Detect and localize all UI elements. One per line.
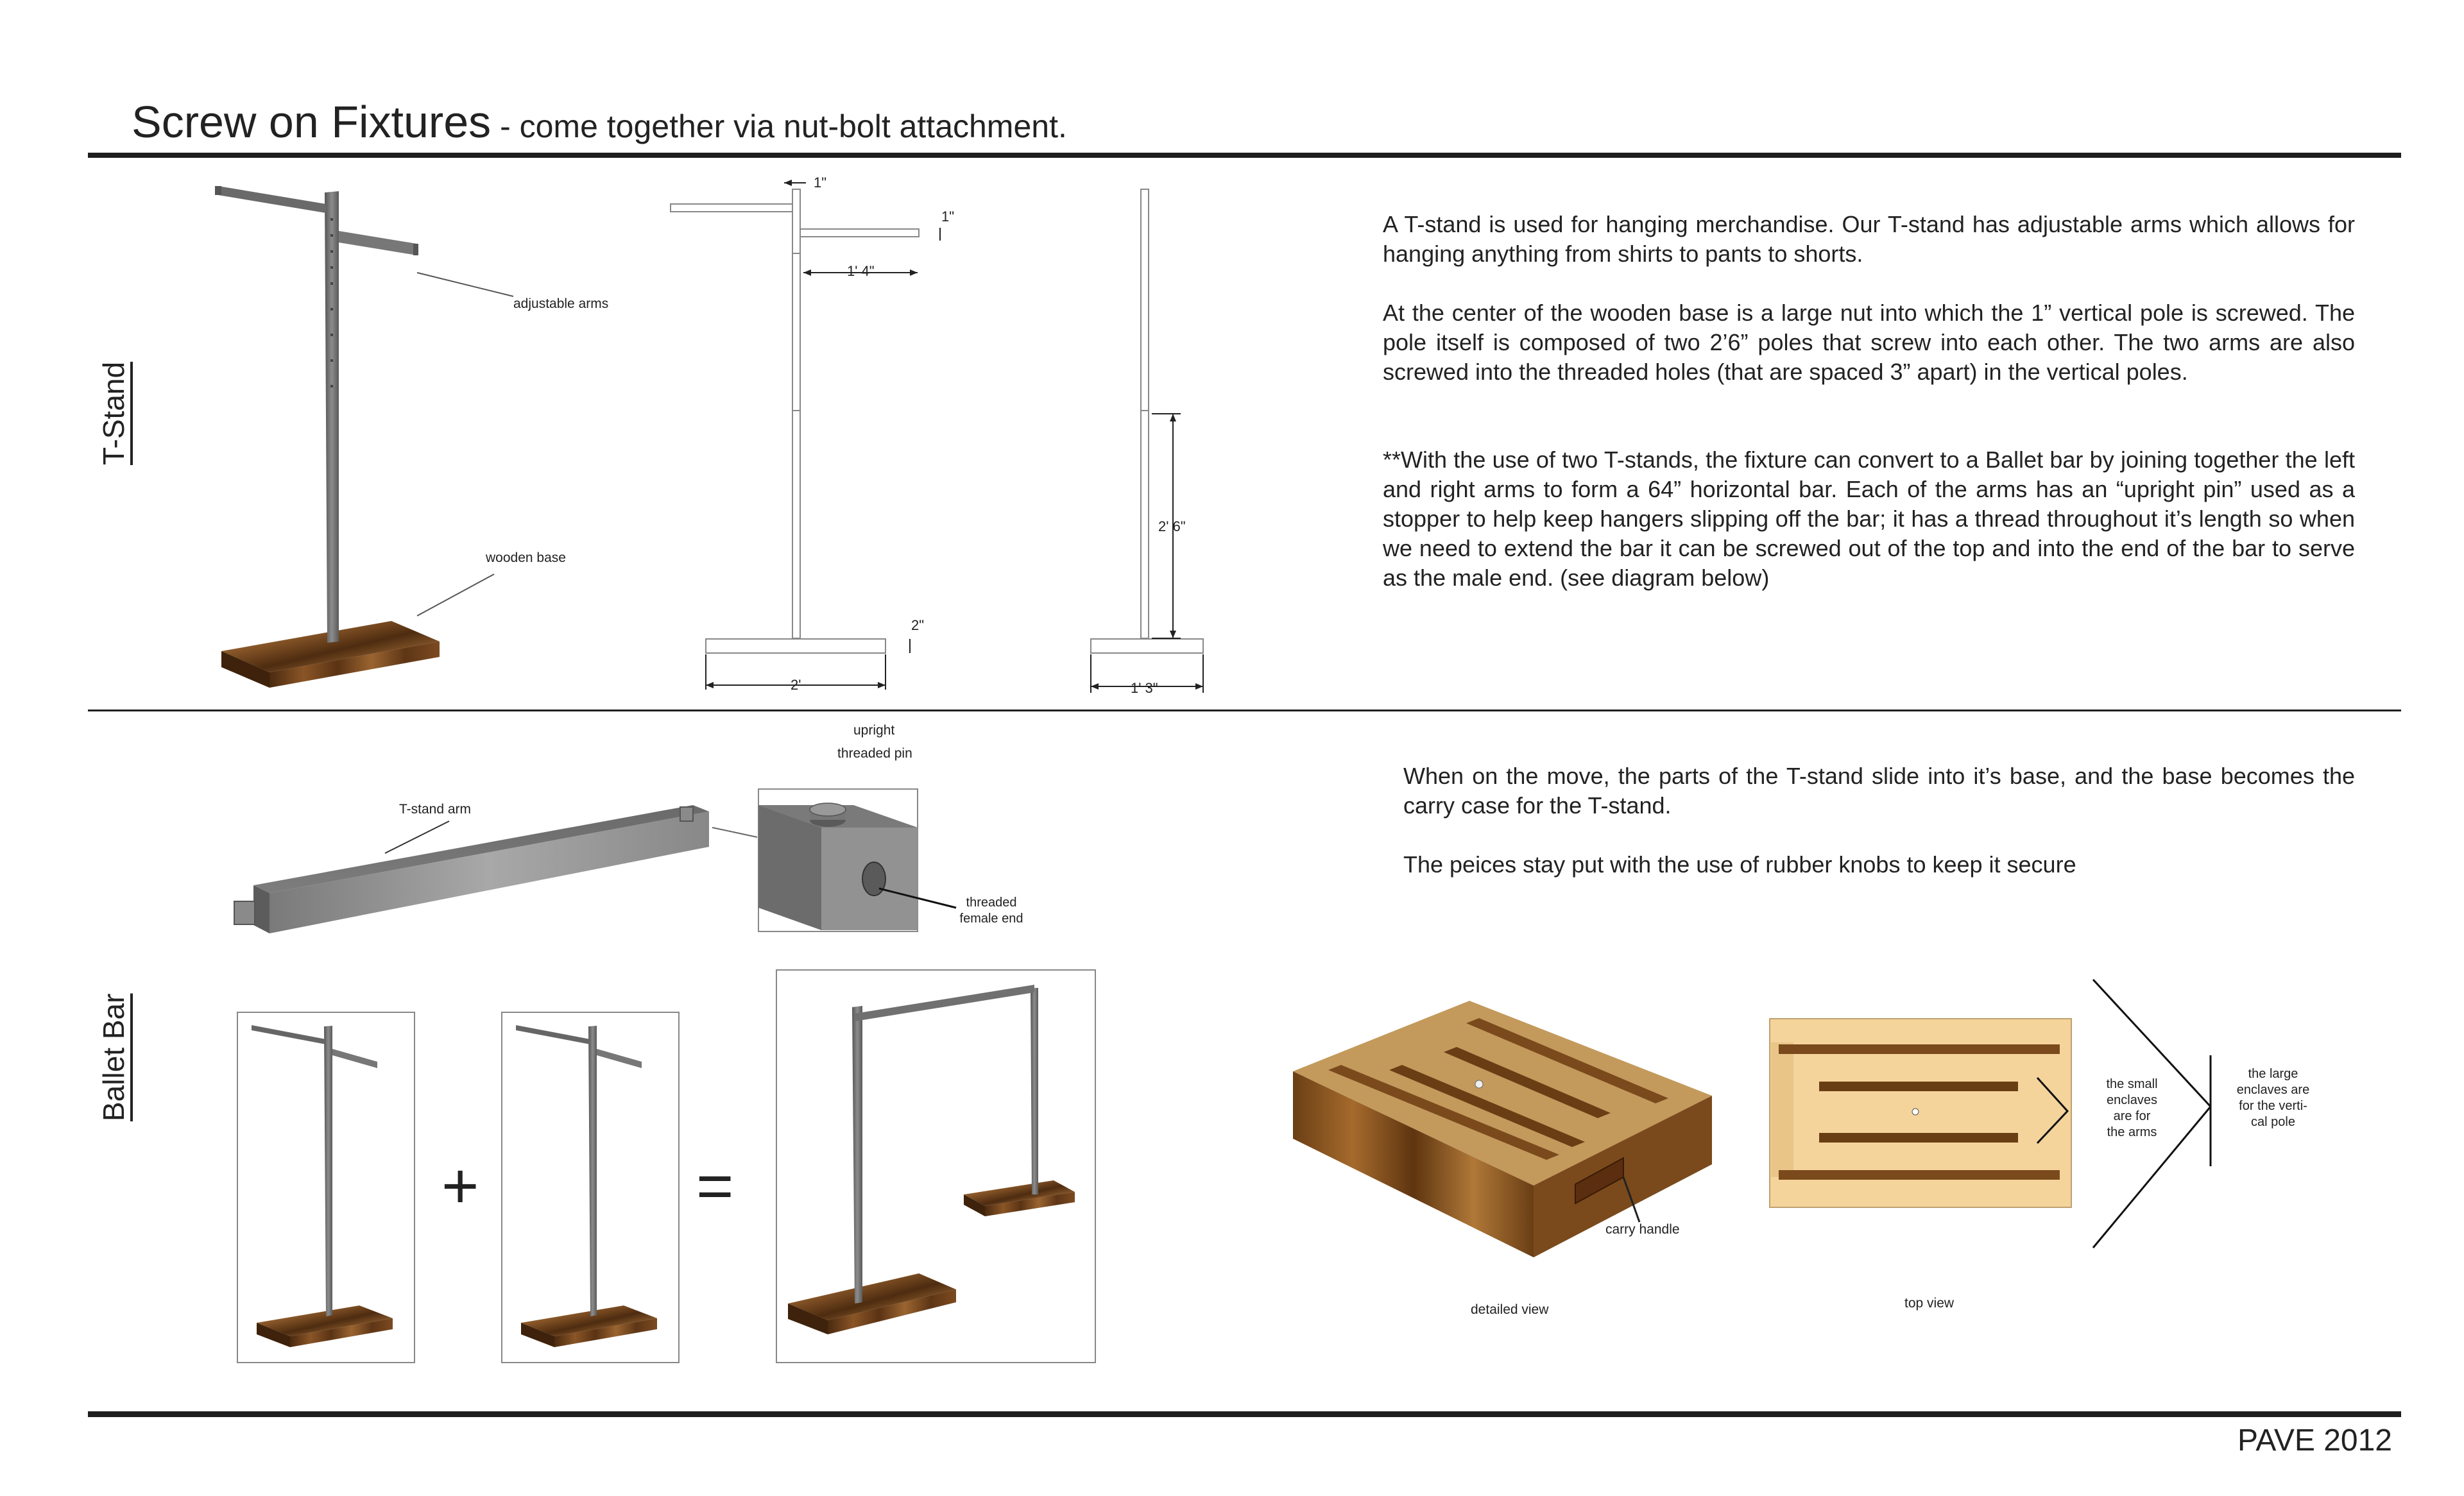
arm-end-detail — [758, 789, 956, 931]
dimension-arrows — [706, 180, 1203, 690]
tstand-paragraph-3: **With the use of two T-stands, the fixture can convert to a Ballet bar by joining together the left and right arms to form a 64” horizontal bar. Each of the arms has an “upright pin” used as a stopper to help keep hangers slipping off the bar; it has a thread throughout it’s length so when we need to extend the bar it can be screwed out of the top and into the end of the bar to serve as the male end. (see diagram below) — [1383, 446, 2355, 591]
case-detailed-view — [1293, 1001, 1712, 1257]
title-text: Screw on Fixtures — [132, 97, 492, 147]
label-threaded-pin: threaded pin — [837, 746, 912, 761]
label-detailed-view: detailed view — [1471, 1302, 1549, 1317]
dim-base-depth: 1' 3" — [1131, 680, 1158, 696]
ballet-combo — [237, 970, 1095, 1363]
ballet-paragraph-1: When on the move, the parts of the T-stand slide into it’s base, and the base becomes the carry case for the T-stand. — [1403, 763, 2355, 819]
label-tstand-arm: T-stand arm — [399, 802, 472, 817]
tstand-render — [215, 186, 513, 688]
section-label-tstand: T-Stand — [97, 361, 130, 465]
dim-pole-length: 2' 6" — [1158, 518, 1186, 534]
tstand-paragraph-1: A T-stand is used for hanging merchandise. Our T-stand has adjustable arms which allows for hanging anything from shirts to pants to shorts. — [1383, 211, 2355, 267]
label-upright: upright — [853, 723, 895, 738]
ballet-paragraph-2: The peices stay put with the use of rubber knobs to keep it secure — [1403, 851, 2076, 878]
plus-operator: + — [441, 1150, 479, 1222]
label-small-enclaves: the small enclaves are for the arms — [2106, 1077, 2158, 1139]
label-wooden-base: wooden base — [486, 550, 566, 565]
label-adjustable-arms: adjustable arms — [513, 296, 609, 311]
dim-base-height: 2" — [911, 617, 925, 633]
tstand-side-elevation — [1091, 189, 1203, 693]
tstand-arm-render — [234, 805, 757, 933]
equals-operator: = — [696, 1150, 734, 1222]
title-subtitle: - come together via nut-bolt attachment. — [491, 108, 1067, 144]
tstand-front-elevation — [671, 183, 940, 690]
label-carry-handle: carry handle — [1605, 1222, 1680, 1237]
label-large-enclaves: the large enclaves are for the verti- cal pole — [2236, 1067, 2310, 1129]
footer-text: PAVE 2012 — [2237, 1424, 2392, 1458]
label-threaded-female-end: threaded female end — [959, 896, 1023, 926]
section-label-ballet: Ballet Bar — [97, 993, 130, 1121]
tstand-paragraph-2: At the center of the wooden base is a large nut into which the 1” vertical pole is screwed. The pole itself is composed of two 2’6” poles that screw into each other. The two arms are also screwed into the threaded holes (that are spaced 3” apart) in the vertical poles. — [1383, 300, 2355, 385]
dim-arm-thickness: 1" — [814, 174, 827, 191]
dim-arm-length: 1' 4" — [847, 263, 875, 279]
dim-arm-height: 1" — [941, 208, 955, 225]
label-top-view: top view — [1904, 1296, 1955, 1311]
dim-base-width: 2' — [791, 677, 801, 693]
